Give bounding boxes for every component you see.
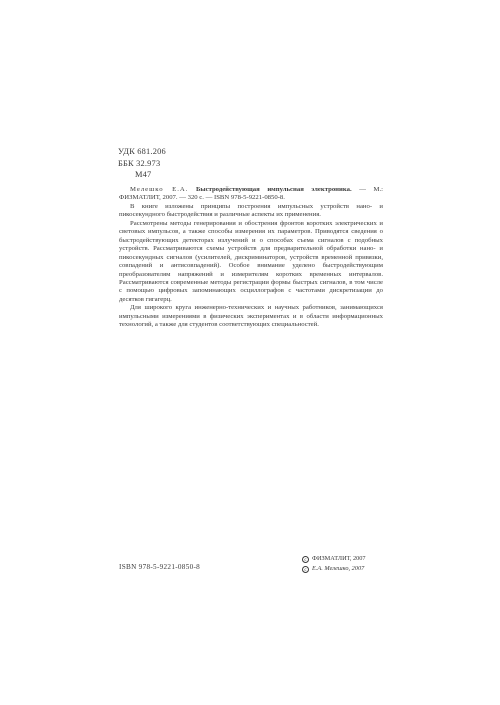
copyright-publisher: ФИЗМАТЛИТ, 2007 (312, 555, 366, 562)
copyright-author: Е.А. Мелешко, 2007 (312, 565, 365, 572)
bbk-code: ББК 32.973 (118, 158, 161, 168)
copyright-publisher-row (302, 554, 366, 564)
abstract-paragraph-1: В книге изложены принципы построения импульсных устройств нано- и пикосекундного быстродействия и различные аспекты их применения. (119, 202, 383, 219)
author-index-code: М47 (135, 170, 152, 179)
book-title: Быстродействующая импульсная электроника. (195, 186, 352, 193)
bibliographic-description (119, 186, 383, 330)
copyright-icon: c (302, 556, 309, 563)
publication-details: — М.: ФИЗМАТЛИТ, 2007. — 320 с. — ISBN 978-5-9221-0850-8. (119, 186, 384, 202)
abstract-paragraph-2: Рассмотрены методы генерирования и обострения фронтов коротких электрических и световых импульсов, а также способы измерения их параметров. Приводятся сведения о быстродействующих детекторах излучений и о способах съема сигналов с подобных устройств. Рассматриваются схемы устройств для предварительной обработки нано- и пикосекундных сигналов (усилителей, дискриминаторов, устройств временной привязки, совпадений и антисовпадений). Особое внимание уделено быстродействующим преобразователям напряжений и измерителям коротких временных интервалов. Рассматриваются современные методы регистрации формы быстрых сигналов, в том числе с помощью цифровых запоминающих осциллографов с частотами дискретизации до десятков гигагерц. (119, 219, 383, 303)
author-name: Мелешко Е.А. (130, 186, 189, 193)
copyright-notice (302, 554, 366, 574)
copyright-icon: c (302, 566, 309, 573)
classification-codes (118, 146, 166, 181)
citation-line (119, 186, 383, 203)
udk-code: УДК 681.206 (118, 147, 166, 156)
isbn-number: ISBN 978-5-9221-0850-8 (119, 563, 201, 571)
copyright-author-row (302, 564, 366, 574)
audience-paragraph: Для широкого круга инженерно-технических и научных работников, занимающихся импульсными измерениями в физических экспериментах и в области информационных технологий, а также для студентов соответствующих специальностей. (119, 304, 383, 329)
